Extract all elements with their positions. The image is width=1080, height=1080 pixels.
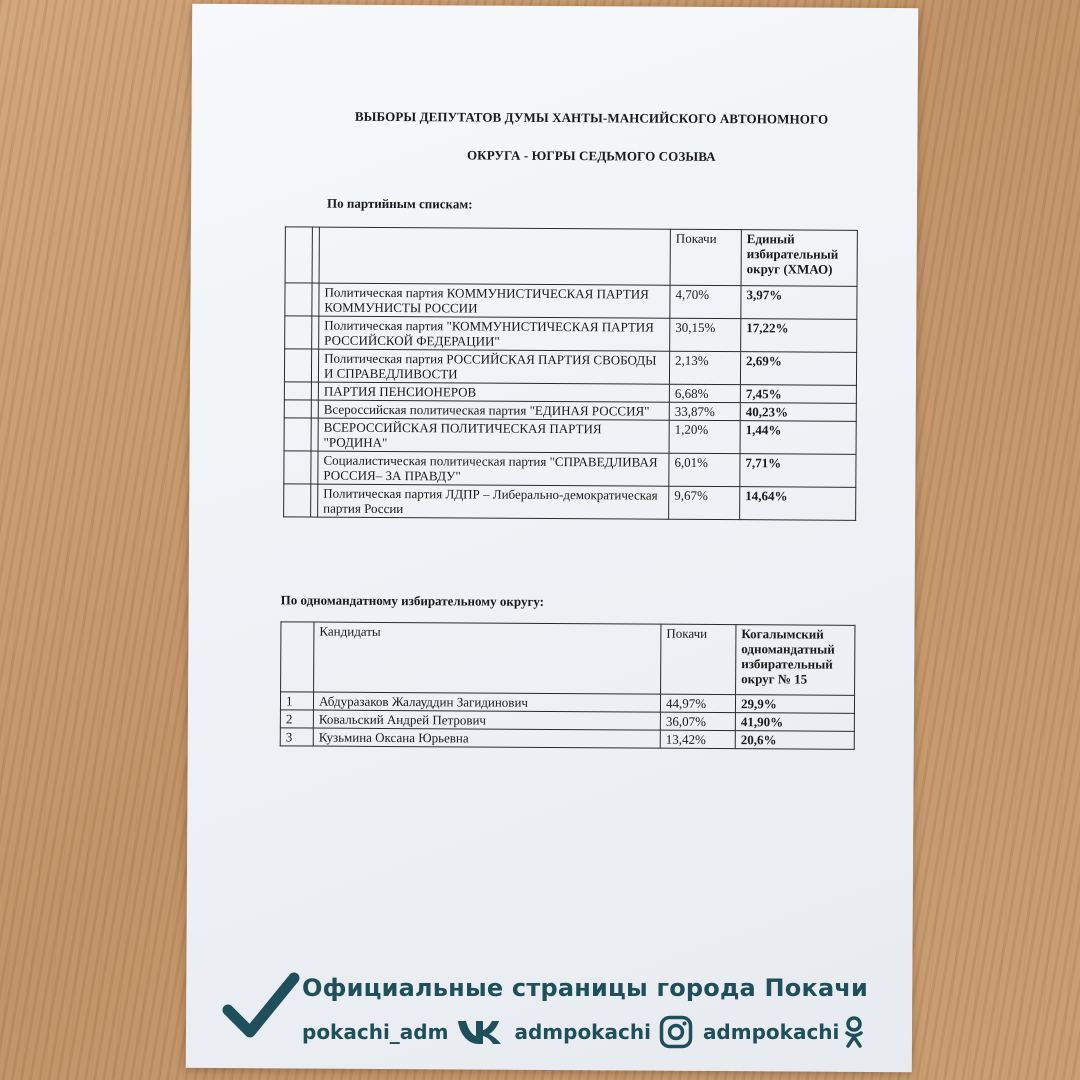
document-sheet: [186, 4, 918, 1072]
district-value-cell: 41,90%: [735, 713, 854, 732]
table-row: [280, 728, 854, 750]
footer-title: Официальные страницы города Покачи: [302, 974, 869, 1002]
candidate-results-table: [280, 621, 856, 750]
table-row: [285, 283, 857, 319]
party-name-cell: Политическая партия ЛДПР – Либерально-демократическая партия России: [318, 484, 669, 519]
district-value-cell: 29,9%: [735, 695, 854, 714]
row-number-cell: [285, 283, 312, 316]
district-value-cell: 14,64%: [740, 487, 856, 521]
district-value-cell: 7,71%: [740, 454, 856, 488]
table-row: [284, 484, 856, 520]
district-value-cell: 7,45%: [740, 385, 856, 404]
row-number-cell: [284, 349, 311, 382]
district-value-cell: 20,6%: [735, 731, 854, 750]
candidate-name-cell: Кузьмина Оксана Юрьевна: [313, 728, 660, 748]
row-number-cell: 2: [280, 710, 313, 728]
pokachi-value-cell: 36,07%: [660, 712, 735, 730]
header-pokachi: Покачи: [670, 229, 741, 285]
checkmark-icon: [222, 970, 302, 1042]
table-row: [285, 316, 857, 352]
pokachi-value-cell: 33,87%: [669, 402, 740, 420]
row-number-cell: 1: [280, 692, 313, 710]
candidate-section-label: По одномандатному избирательному округу:: [280, 592, 545, 609]
pokachi-value-cell: 9,67%: [669, 486, 740, 519]
row-number-cell: [284, 484, 311, 517]
party-name-cell: Всероссийская политическая партия "ЕДИНАЯ РОССИЯ": [318, 400, 669, 420]
row-number-cell: [284, 418, 311, 451]
table-header-row: [285, 227, 857, 286]
table-row: [284, 451, 856, 487]
pokachi-value-cell: 2,13%: [669, 351, 740, 384]
party-name-cell: Политическая партия "КОММУНИСТИЧЕСКАЯ ПАРТИЯ РОССИЙСКОЙ ФЕДЕРАЦИИ": [319, 316, 670, 351]
pokachi-value-cell: 6,68%: [669, 384, 740, 402]
document-title-line1: ВЫБОРЫ ДЕПУТАТОВ ДУМЫ ХАНТЫ-МАНСИЙСКОГО АВТОНОМНОГО: [354, 108, 829, 127]
document-title-line2: ОКРУГА - ЮГРЫ СЕДЬМОГО СОЗЫВА: [466, 147, 716, 164]
header-district: Единый избирательный округ (ХМАО): [741, 230, 857, 287]
district-value-cell: 40,23%: [740, 403, 856, 422]
link-handle[interactable]: admpokachi: [514, 1020, 651, 1044]
instagram-icon[interactable]: [659, 1015, 693, 1049]
pokachi-value-cell: 44,97%: [660, 694, 735, 712]
table-header-row: [281, 622, 855, 696]
party-name-cell: Социалистическая политическая партия "СПРАВЕДЛИВАЯ РОССИЯ– ЗА ПРАВДУ": [318, 451, 669, 486]
party-name-cell: ПАРТИЯ ПЕНСИОНЕРОВ: [318, 382, 669, 402]
odnoklassniki-icon[interactable]: [843, 1015, 865, 1049]
link-handle[interactable]: pokachi_adm: [302, 1020, 449, 1044]
row-number-cell: [284, 400, 311, 418]
header-candidates: Кандидаты: [314, 622, 661, 694]
row-number-cell: [284, 382, 311, 400]
pokachi-value-cell: 6,01%: [669, 453, 740, 486]
link-handle[interactable]: admpokachi: [702, 1020, 840, 1044]
row-number-cell: [284, 451, 311, 484]
pokachi-value-cell: 30,15%: [670, 318, 741, 351]
table-row: [284, 418, 856, 454]
party-name-cell: Политическая партия КОММУНИСТИЧЕСКАЯ ПАРТИЯ КОММУНИСТЫ РОССИИ: [319, 283, 670, 318]
party-name-cell: ВСЕРОССИЙСКАЯ ПОЛИТИЧЕСКАЯ ПАРТИЯ "РОДИНА": [318, 418, 669, 453]
candidate-name-cell: Ковальский Андрей Петрович: [313, 710, 660, 730]
header-pokachi: Покачи: [661, 624, 736, 694]
party-results-table: [283, 226, 858, 520]
pokachi-value-cell: 13,42%: [660, 730, 735, 748]
header-district: Когалымский одномандатный избирательный округ № 15: [736, 625, 855, 696]
vk-icon[interactable]: [456, 1018, 504, 1046]
row-number-cell: 3: [280, 728, 313, 746]
social-links: [302, 1016, 875, 1048]
district-value-cell: 17,22%: [741, 319, 857, 353]
row-number-cell: [285, 316, 312, 349]
pokachi-value-cell: 1,20%: [669, 420, 740, 453]
footer-banner: [0, 960, 1080, 1060]
candidate-name-cell: Абдуразаков Жалауддин Загидинович: [313, 692, 660, 712]
party-name-cell: Политическая партия РОССИЙСКАЯ ПАРТИЯ СВОБОДЫ И СПРАВЕДЛИВОСТИ: [318, 349, 669, 384]
district-value-cell: 2,69%: [740, 352, 856, 386]
district-value-cell: 3,97%: [741, 286, 857, 320]
district-value-cell: 1,44%: [740, 421, 856, 455]
table-row: [284, 349, 856, 385]
party-section-label: По партийным спискам:: [326, 195, 473, 212]
pokachi-value-cell: 4,70%: [670, 285, 741, 318]
